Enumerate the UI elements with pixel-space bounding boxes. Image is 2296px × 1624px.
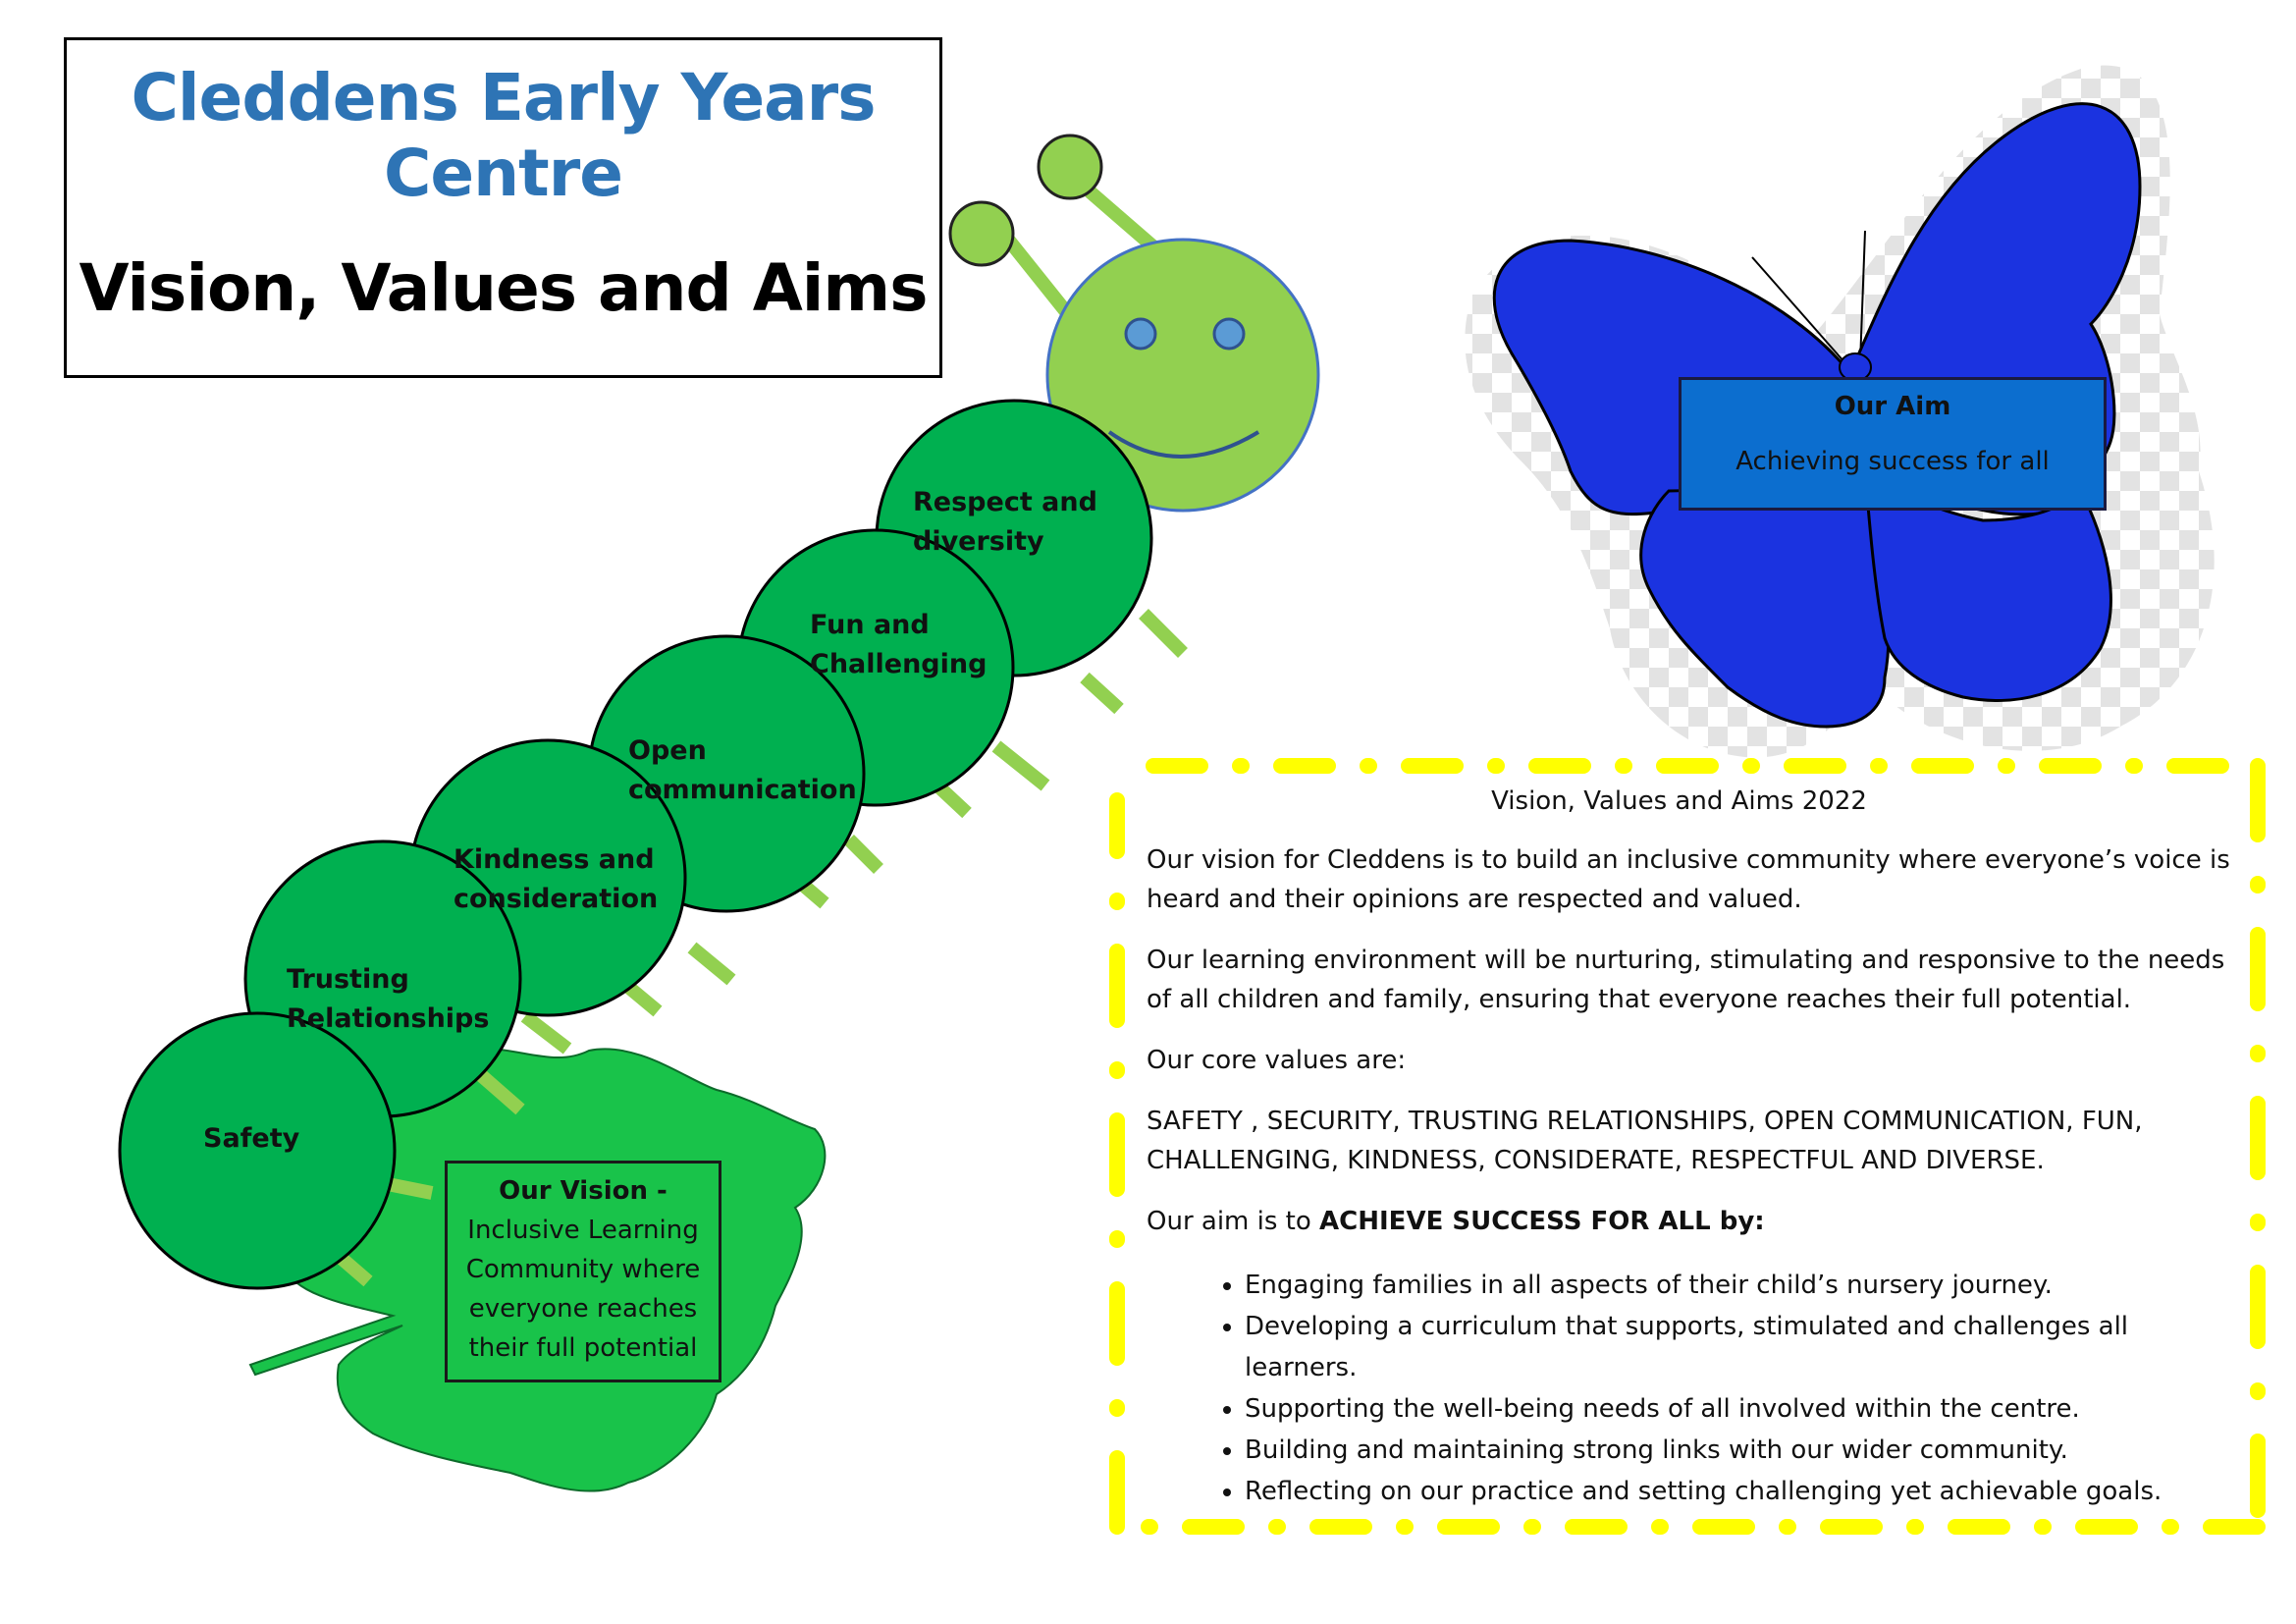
segment-label-open: Open communication [628,735,857,805]
segment-label-safety: Safety [203,1123,300,1154]
vision-line: everyone reaches [468,1294,698,1324]
aim-box [1679,377,2107,511]
list-item: • Reflecting on our practice and setting challenging yet achievable goals. [1245,1471,2231,1512]
aim-prefix: Our aim is to [1147,1207,1320,1236]
list-item: • Developing a curriculum that supports, stimulated and challenges all learners. [1245,1306,2231,1388]
segment-label-trusting: Trusting Relationships [287,964,490,1034]
segment-label-kindness: Kindness and consideration [454,844,659,914]
info-heading: Vision, Values and Aims 2022 [1491,786,1867,816]
aim-text: Achieving success for all [1735,447,2050,476]
aim-suffix: by: [1710,1207,1765,1236]
aim-emphasis: ACHIEVE SUCCESS FOR ALL [1319,1207,1711,1236]
aim-heading: Our Aim [1834,392,1951,421]
vision-line: Inclusive Learning [467,1216,699,1245]
info-panel [1147,782,2231,1512]
vision-line: their full potential [468,1333,698,1363]
segment-label-respect: Respect and diversity [913,487,1097,557]
vision-paragraph: Our vision for Cleddens is to build an inclusive community where everyone’s voice is heard and their opinions are respected and valued. [1147,845,2230,914]
environment-paragraph: Our learning environment will be nurturing, stimulating and responsive to the needs of all children and family, ensuring that everyone reaches their full potential. [1147,946,2225,1014]
list-item: • Engaging families in all aspects of their child’s nursery journey. [1245,1265,2231,1306]
vision-box [445,1161,721,1382]
centre-name: Cleddens Early Years Centre [131,60,876,211]
core-values-list: SAFETY , SECURITY, TRUSTING RELATIONSHIPS, OPEN COMMUNICATION, FUN, CHALLENGING, KINDNESS, CONSIDERATE, RESPECTFUL AND DIVERSE. [1147,1107,2143,1175]
page-title: Vision, Values and Aims [79,250,928,326]
title-box [64,37,942,378]
vision-line: Community where [465,1255,701,1284]
aim-paragraph [1147,1202,2231,1241]
list-item: • Supporting the well-being needs of all involved within the centre. [1245,1388,2231,1430]
segment-label-fun: Fun and Challenging [810,610,988,679]
core-values-intro: Our core values are: [1147,1046,1407,1075]
vision-heading: Our Vision - [499,1176,667,1206]
list-item: • Building and maintaining strong links with our wider community. [1245,1430,2231,1471]
aim-bullets [1147,1265,2231,1512]
